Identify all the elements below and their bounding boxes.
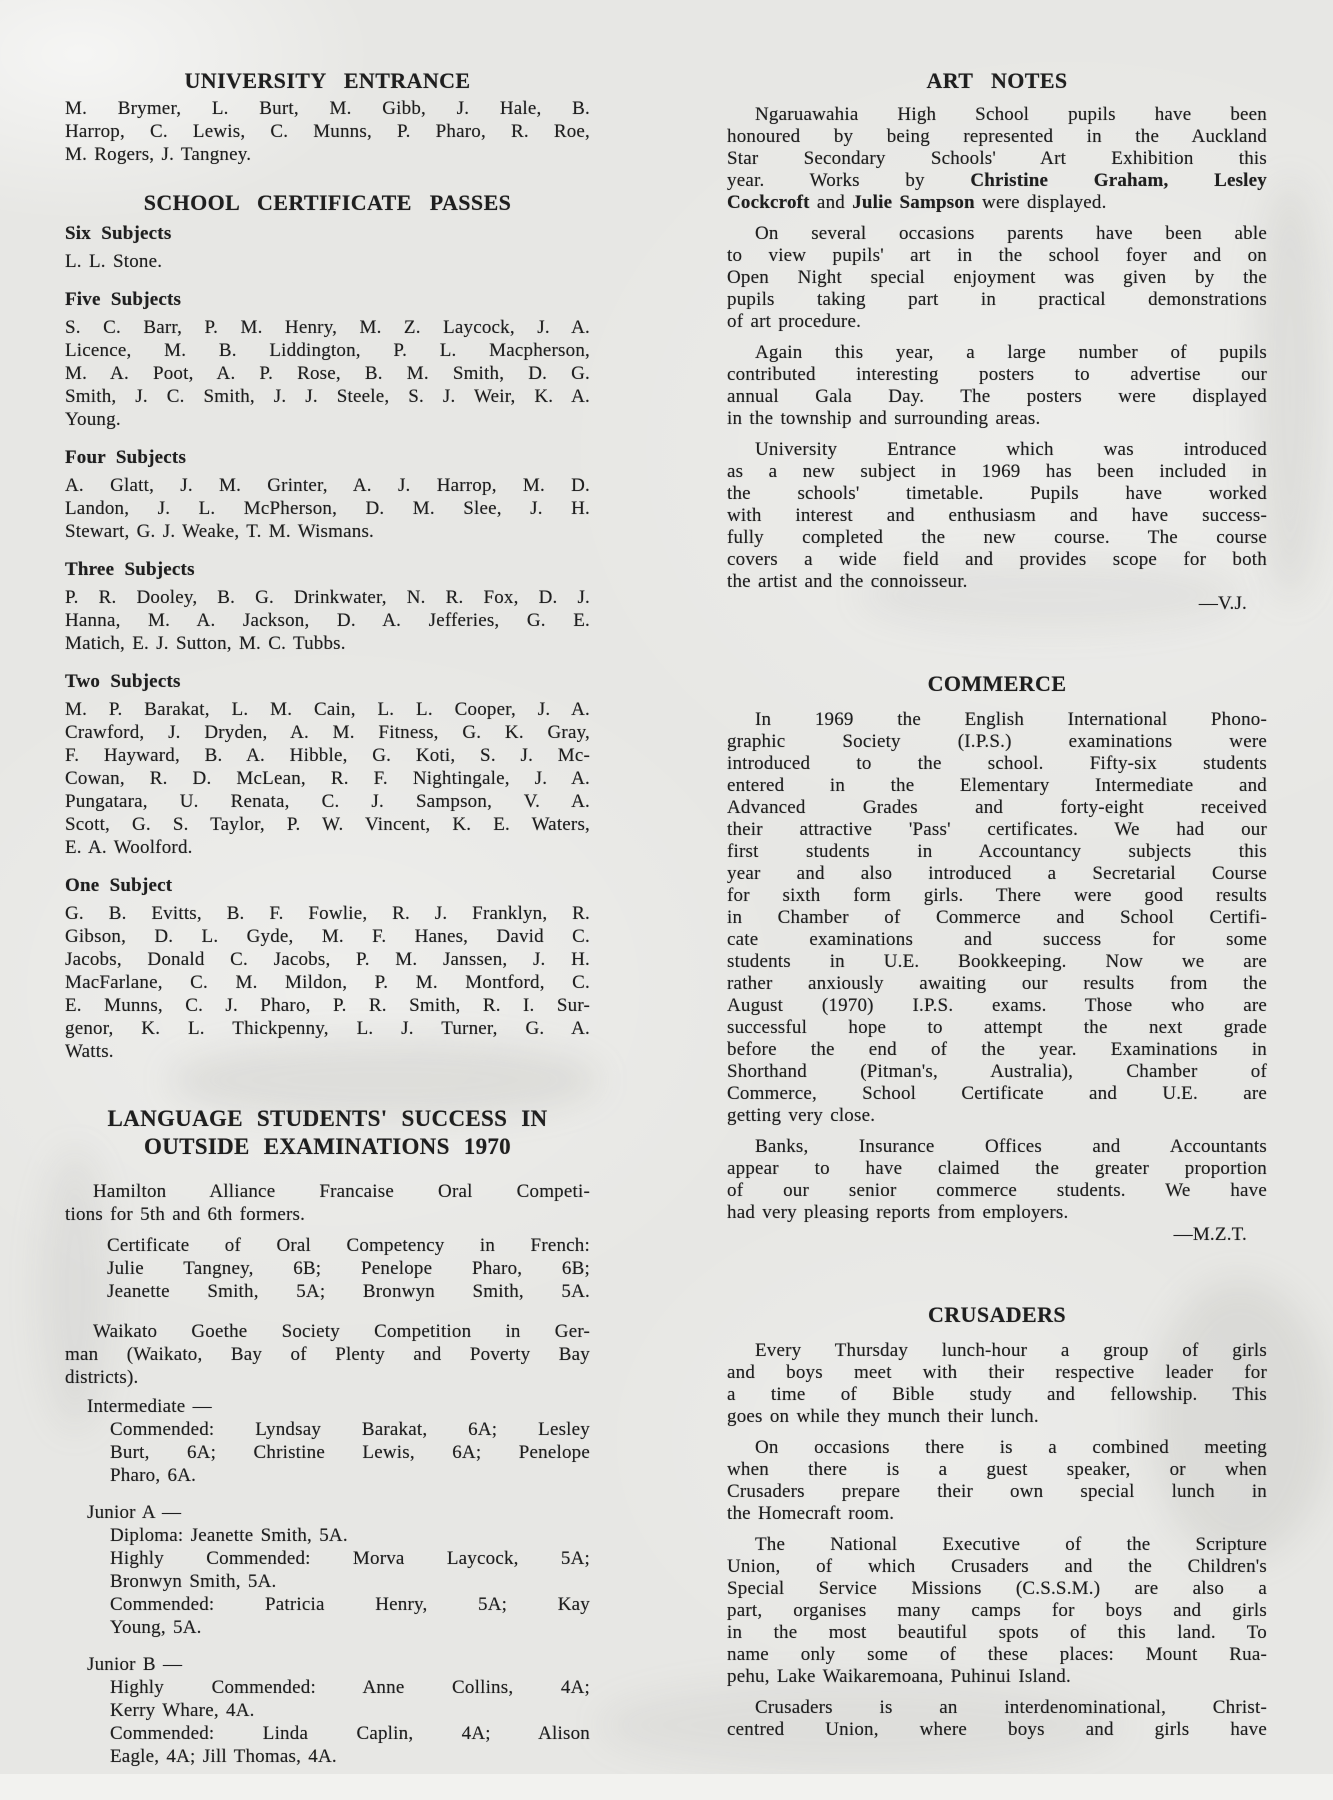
text-line: On several occasions parents have been able xyxy=(755,223,1267,244)
text-line: Matich, E. J. Sutton, M. C. Tubbs. xyxy=(65,633,346,654)
text-line: Union, of which Crusaders and the Children's xyxy=(727,1556,1267,1577)
text-line: Pungatara, U. Renata, C. J. Sampson, V. A. xyxy=(65,791,590,812)
commerce-paragraph-2 xyxy=(727,1136,1267,1224)
text-line: Jeanette Smith, 5A; Bronwyn Smith, 5A. xyxy=(107,1281,590,1302)
text-line: Hanna, M. A. Jackson, D. A. Jefferies, G. E. xyxy=(65,610,590,631)
text-line: Highly Commended: Morva Laycock, 5A; xyxy=(110,1548,590,1569)
text-line: for sixth form girls. There were good results xyxy=(727,885,1267,906)
text-line: year. Works by Christine Graham, Lesley xyxy=(727,170,1267,191)
text-line: M. P. Barakat, L. M. Cain, L. L. Cooper, J. A. xyxy=(65,699,590,720)
text-line: Jacobs, Donald C. Jacobs, P. M. Janssen, J. H. xyxy=(65,949,590,970)
four-subjects-name-list xyxy=(65,474,590,543)
section-heading-language-students-success xyxy=(65,1105,590,1161)
text-line: MacFarlane, C. M. Mildon, P. M. Montford, C. xyxy=(65,972,590,993)
text-line: Every Thursday lunch-hour a group of girls xyxy=(755,1340,1267,1361)
french-certificate-paragraph xyxy=(107,1234,590,1303)
crusaders-paragraph-1 xyxy=(727,1340,1267,1428)
text-line: Licence, M. B. Liddington, P. L. Macpherson, xyxy=(65,340,590,361)
text-line: Young. xyxy=(65,409,121,430)
text-line: successful hope to attempt the next grade xyxy=(727,1017,1267,1038)
text-line: cate examinations and success for some xyxy=(727,929,1267,950)
text-line: centred Union, where boys and girls have xyxy=(727,1719,1267,1740)
junior-b-highly-commended-list xyxy=(110,1676,590,1722)
text-line: covers a wide field and provides scope for both xyxy=(727,549,1267,570)
text-line: fully completed the new course. The course xyxy=(727,527,1267,548)
text-line: pupils taking part in practical demonstrations xyxy=(727,289,1267,310)
text-line: Commerce, School Certificate and U.E. are xyxy=(727,1083,1267,1104)
text-line: introduced to the school. Fifty-six students xyxy=(727,753,1267,774)
text-line: Certificate of Oral Competency in French: xyxy=(107,1235,590,1256)
text-line: districts). xyxy=(65,1367,139,1388)
text-line: as a new subject in 1969 has been included in xyxy=(727,461,1267,482)
crusaders-paragraph-4 xyxy=(727,1697,1267,1741)
text-line: students in U.E. Bookkeeping. Now we are xyxy=(727,951,1267,972)
text-line: year and also introduced a Secretarial Course xyxy=(727,863,1267,884)
text-line: Harrop, C. Lewis, C. Munns, P. Pharo, R. Roe, xyxy=(65,121,590,142)
text-line: Commended: Patricia Henry, 5A; Kay xyxy=(110,1594,590,1615)
text-line: pehu, Lake Waikaremoana, Puhinui Island. xyxy=(727,1666,1071,1687)
text-line: of art procedure. xyxy=(727,311,862,332)
text-line: Ngaruawahia High School pupils have been xyxy=(755,104,1267,125)
left-column xyxy=(65,68,590,1768)
text-line: M. Brymer, L. Burt, M. Gibb, J. Hale, B. xyxy=(65,98,590,119)
text-line: the artist and the connoisseur. xyxy=(727,571,968,592)
text-line: Smith, J. C. Smith, J. J. Steele, S. J. Weir, K. A. xyxy=(65,386,590,407)
text-line: G. B. Evitts, B. F. Fowlie, R. J. Franklyn, R. xyxy=(65,903,590,924)
junior-a-diploma-list xyxy=(110,1524,590,1547)
text-line: Commended: Linda Caplin, 4A; Alison xyxy=(110,1723,590,1744)
subheading-two-subjects: Two Subjects xyxy=(65,671,181,692)
text-line: August (1970) I.P.S. exams. Those who are xyxy=(727,995,1267,1016)
text-line: part, organises many camps for boys and girls xyxy=(727,1600,1267,1621)
art-notes-paragraph-4 xyxy=(727,439,1267,593)
text-line: Young, 5A. xyxy=(110,1617,202,1638)
text-line: A. Glatt, J. M. Grinter, A. J. Harrop, M. D. xyxy=(65,475,590,496)
text-line: Star Secondary Schools' Art Exhibition this xyxy=(727,148,1267,169)
text-line: tions for 5th and 6th formers. xyxy=(65,1204,306,1225)
text-line: in Chamber of Commerce and School Certifi- xyxy=(727,907,1267,928)
text-line: getting very close. xyxy=(727,1105,876,1126)
art-notes-paragraph-1 xyxy=(727,104,1267,214)
text-line: E. Munns, C. J. Pharo, P. R. Smith, R. I. Sur- xyxy=(65,995,590,1016)
text-line: Cockcroft and Julie Sampson were displayed. xyxy=(727,192,1107,213)
text-line: Special Service Missions (C.S.S.M.) are also a xyxy=(727,1578,1267,1599)
text-line: F. Hayward, B. A. Hibble, G. Koti, S. J. Mc- xyxy=(65,745,590,766)
text-line: the Homecraft room. xyxy=(727,1503,895,1524)
junior-a-highly-commended-list xyxy=(110,1547,590,1593)
section-heading-commerce: COMMERCE xyxy=(927,671,1067,696)
text-line: genor, K. L. Thickpenny, L. J. Turner, G. A. xyxy=(65,1018,590,1039)
text-line: the schools' timetable. Pupils have worked xyxy=(727,483,1267,504)
text-line: had very pleasing reports from employers. xyxy=(727,1202,1069,1223)
university-entrance-name-list xyxy=(65,97,590,166)
text-line: Hamilton Alliance Francaise Oral Competi- xyxy=(93,1181,590,1202)
subheading-four-subjects: Four Subjects xyxy=(65,447,187,468)
text-line: in the most beautiful spots of this land. To xyxy=(727,1622,1267,1643)
commerce-paragraph-1 xyxy=(727,709,1267,1127)
text-line: Stewart, G. J. Weake, T. M. Wismans. xyxy=(65,521,375,542)
text-line: Crawford, J. Dryden, A. M. Fitness, G. K. Gray, xyxy=(65,722,590,743)
text-line: honoured by being represented in the Auckland xyxy=(727,126,1267,147)
section-heading-university-entrance: UNIVERSITY ENTRANCE xyxy=(184,68,471,93)
subheading-five-subjects: Five Subjects xyxy=(65,289,182,310)
junior-a-commended-list xyxy=(110,1593,590,1639)
one-subject-name-list xyxy=(65,902,590,1063)
text-line: annual Gala Day. The posters were displayed xyxy=(727,386,1267,407)
page-bottom-margin xyxy=(0,1774,1333,1800)
text-line: Shorthand (Pitman's, Australia), Chamber of xyxy=(727,1061,1267,1082)
text-line: Again this year, a large number of pupils xyxy=(755,342,1267,363)
crusaders-paragraph-3 xyxy=(727,1534,1267,1688)
text-line: Crusaders prepare their own special lunch in xyxy=(727,1481,1267,1502)
text-line: Commended: Lyndsay Barakat, 6A; Lesley xyxy=(110,1419,590,1440)
text-line: rather anxiously awaiting our results from the xyxy=(727,973,1267,994)
subheading-six-subjects: Six Subjects xyxy=(65,223,172,244)
right-column xyxy=(727,68,1267,1768)
author-initials-vj: —V.J. xyxy=(1198,593,1247,614)
text-line: Highly Commended: Anne Collins, 4A; xyxy=(110,1677,590,1698)
crusaders-paragraph-2 xyxy=(727,1437,1267,1525)
text-line: L. L. Stone. xyxy=(65,251,163,272)
text-line: goes on while they munch their lunch. xyxy=(727,1406,1039,1427)
text-line: Kerry Whare, 4A. xyxy=(110,1700,255,1721)
text-line: Crusaders is an interdenominational, Christ- xyxy=(755,1697,1267,1718)
intermediate-commended-list xyxy=(110,1418,590,1487)
text-line: Diploma: Jeanette Smith, 5A. xyxy=(110,1525,348,1546)
junior-b-commended-list xyxy=(110,1722,590,1768)
section-heading-art-notes: ART NOTES xyxy=(926,68,1068,93)
text-line: Banks, Insurance Offices and Accountants xyxy=(755,1136,1267,1157)
text-line: M. A. Poot, A. P. Rose, B. M. Smith, D. G. xyxy=(65,363,590,384)
heading-line: LANGUAGE STUDENTS' SUCCESS IN xyxy=(107,1106,548,1131)
list-label-intermediate: Intermediate — xyxy=(87,1396,212,1417)
text-line: their attractive 'Pass' certificates. We had our xyxy=(727,819,1267,840)
text-line: when there is a guest speaker, or when xyxy=(727,1459,1267,1480)
text-line: Gibson, D. L. Gyde, M. F. Hanes, David C. xyxy=(65,926,590,947)
text-line: P. R. Dooley, B. G. Drinkwater, N. R. Fox, D. J. xyxy=(65,587,590,608)
text-line: M. Rogers, J. Tangney. xyxy=(65,144,252,165)
text-line: man (Waikato, Bay of Plenty and Poverty Bay xyxy=(65,1344,590,1365)
text-line: Open Night special enjoyment was given by the xyxy=(727,267,1267,288)
text-line: first students in Accountancy subjects this xyxy=(727,841,1267,862)
text-line: graphic Society (I.P.S.) examinations were xyxy=(727,731,1267,752)
two-subjects-name-list xyxy=(65,698,590,859)
art-notes-paragraph-2 xyxy=(727,223,1267,333)
three-subjects-name-list xyxy=(65,586,590,655)
text-line: Burt, 6A; Christine Lewis, 6A; Penelope xyxy=(110,1442,590,1463)
text-line: name only some of these places: Mount Rua- xyxy=(727,1644,1267,1665)
text-line: Eagle, 4A; Jill Thomas, 4A. xyxy=(110,1746,337,1767)
text-line: of our senior commerce students. We have xyxy=(727,1180,1267,1201)
text-line: University Entrance which was introduced xyxy=(755,439,1267,460)
text-line: On occasions there is a combined meeting xyxy=(755,1437,1267,1458)
subheading-three-subjects: Three Subjects xyxy=(65,559,195,580)
list-label-junior-b: Junior B — xyxy=(87,1654,183,1675)
text-line: In 1969 the English International Phono- xyxy=(755,709,1267,730)
text-line: Waikato Goethe Society Competition in Ger- xyxy=(93,1321,590,1342)
heading-line: OUTSIDE EXAMINATIONS 1970 xyxy=(144,1134,511,1159)
text-line: Cowan, R. D. McLean, R. F. Nightingale, J. A. xyxy=(65,768,590,789)
text-line: Advanced Grades and forty-eight received xyxy=(727,797,1267,818)
text-line: Scott, G. S. Taylor, P. W. Vincent, K. E. Waters, xyxy=(65,814,590,835)
text-line: Watts. xyxy=(65,1041,114,1062)
text-line: with interest and enthusiasm and have success- xyxy=(727,505,1267,526)
text-line: The National Executive of the Scripture xyxy=(755,1534,1267,1555)
list-label-junior-a: Junior A — xyxy=(87,1502,182,1523)
section-heading-school-certificate-passes: SCHOOL CERTIFICATE PASSES xyxy=(143,190,512,215)
text-line: in the township and surrounding areas. xyxy=(727,408,1041,429)
six-subjects-name-list xyxy=(65,250,590,273)
subheading-one-subject: One Subject xyxy=(65,875,173,896)
text-line: E. A. Woolford. xyxy=(65,837,193,858)
five-subjects-name-list xyxy=(65,316,590,431)
text-line: a time of Bible study and fellowship. This xyxy=(727,1384,1267,1405)
language-intro-paragraph xyxy=(65,1180,590,1226)
text-line: entered in the Elementary Intermediate and xyxy=(727,775,1267,796)
german-competition-paragraph xyxy=(65,1320,590,1389)
text-line: S. C. Barr, P. M. Henry, M. Z. Laycock, J. A. xyxy=(65,317,590,338)
text-line: contributed interesting posters to advertise our xyxy=(727,364,1267,385)
text-line: appear to have claimed the greater proportion xyxy=(727,1158,1267,1179)
author-initials-mzt: —M.Z.T. xyxy=(1173,1224,1247,1245)
text-line: to view pupils' art in the school foyer and on xyxy=(727,245,1267,266)
text-line: Pharo, 6A. xyxy=(110,1465,197,1486)
text-line: Julie Tangney, 6B; Penelope Pharo, 6B; xyxy=(107,1258,590,1279)
text-line: Bronwyn Smith, 5A. xyxy=(110,1571,277,1592)
section-heading-crusaders: CRUSADERS xyxy=(927,1302,1067,1327)
text-line: Landon, J. L. McPherson, D. M. Slee, J. H. xyxy=(65,498,590,519)
text-line: and boys meet with their respective leader for xyxy=(727,1362,1267,1383)
text-line: before the end of the year. Examinations in xyxy=(727,1039,1267,1060)
art-notes-paragraph-3 xyxy=(727,342,1267,430)
